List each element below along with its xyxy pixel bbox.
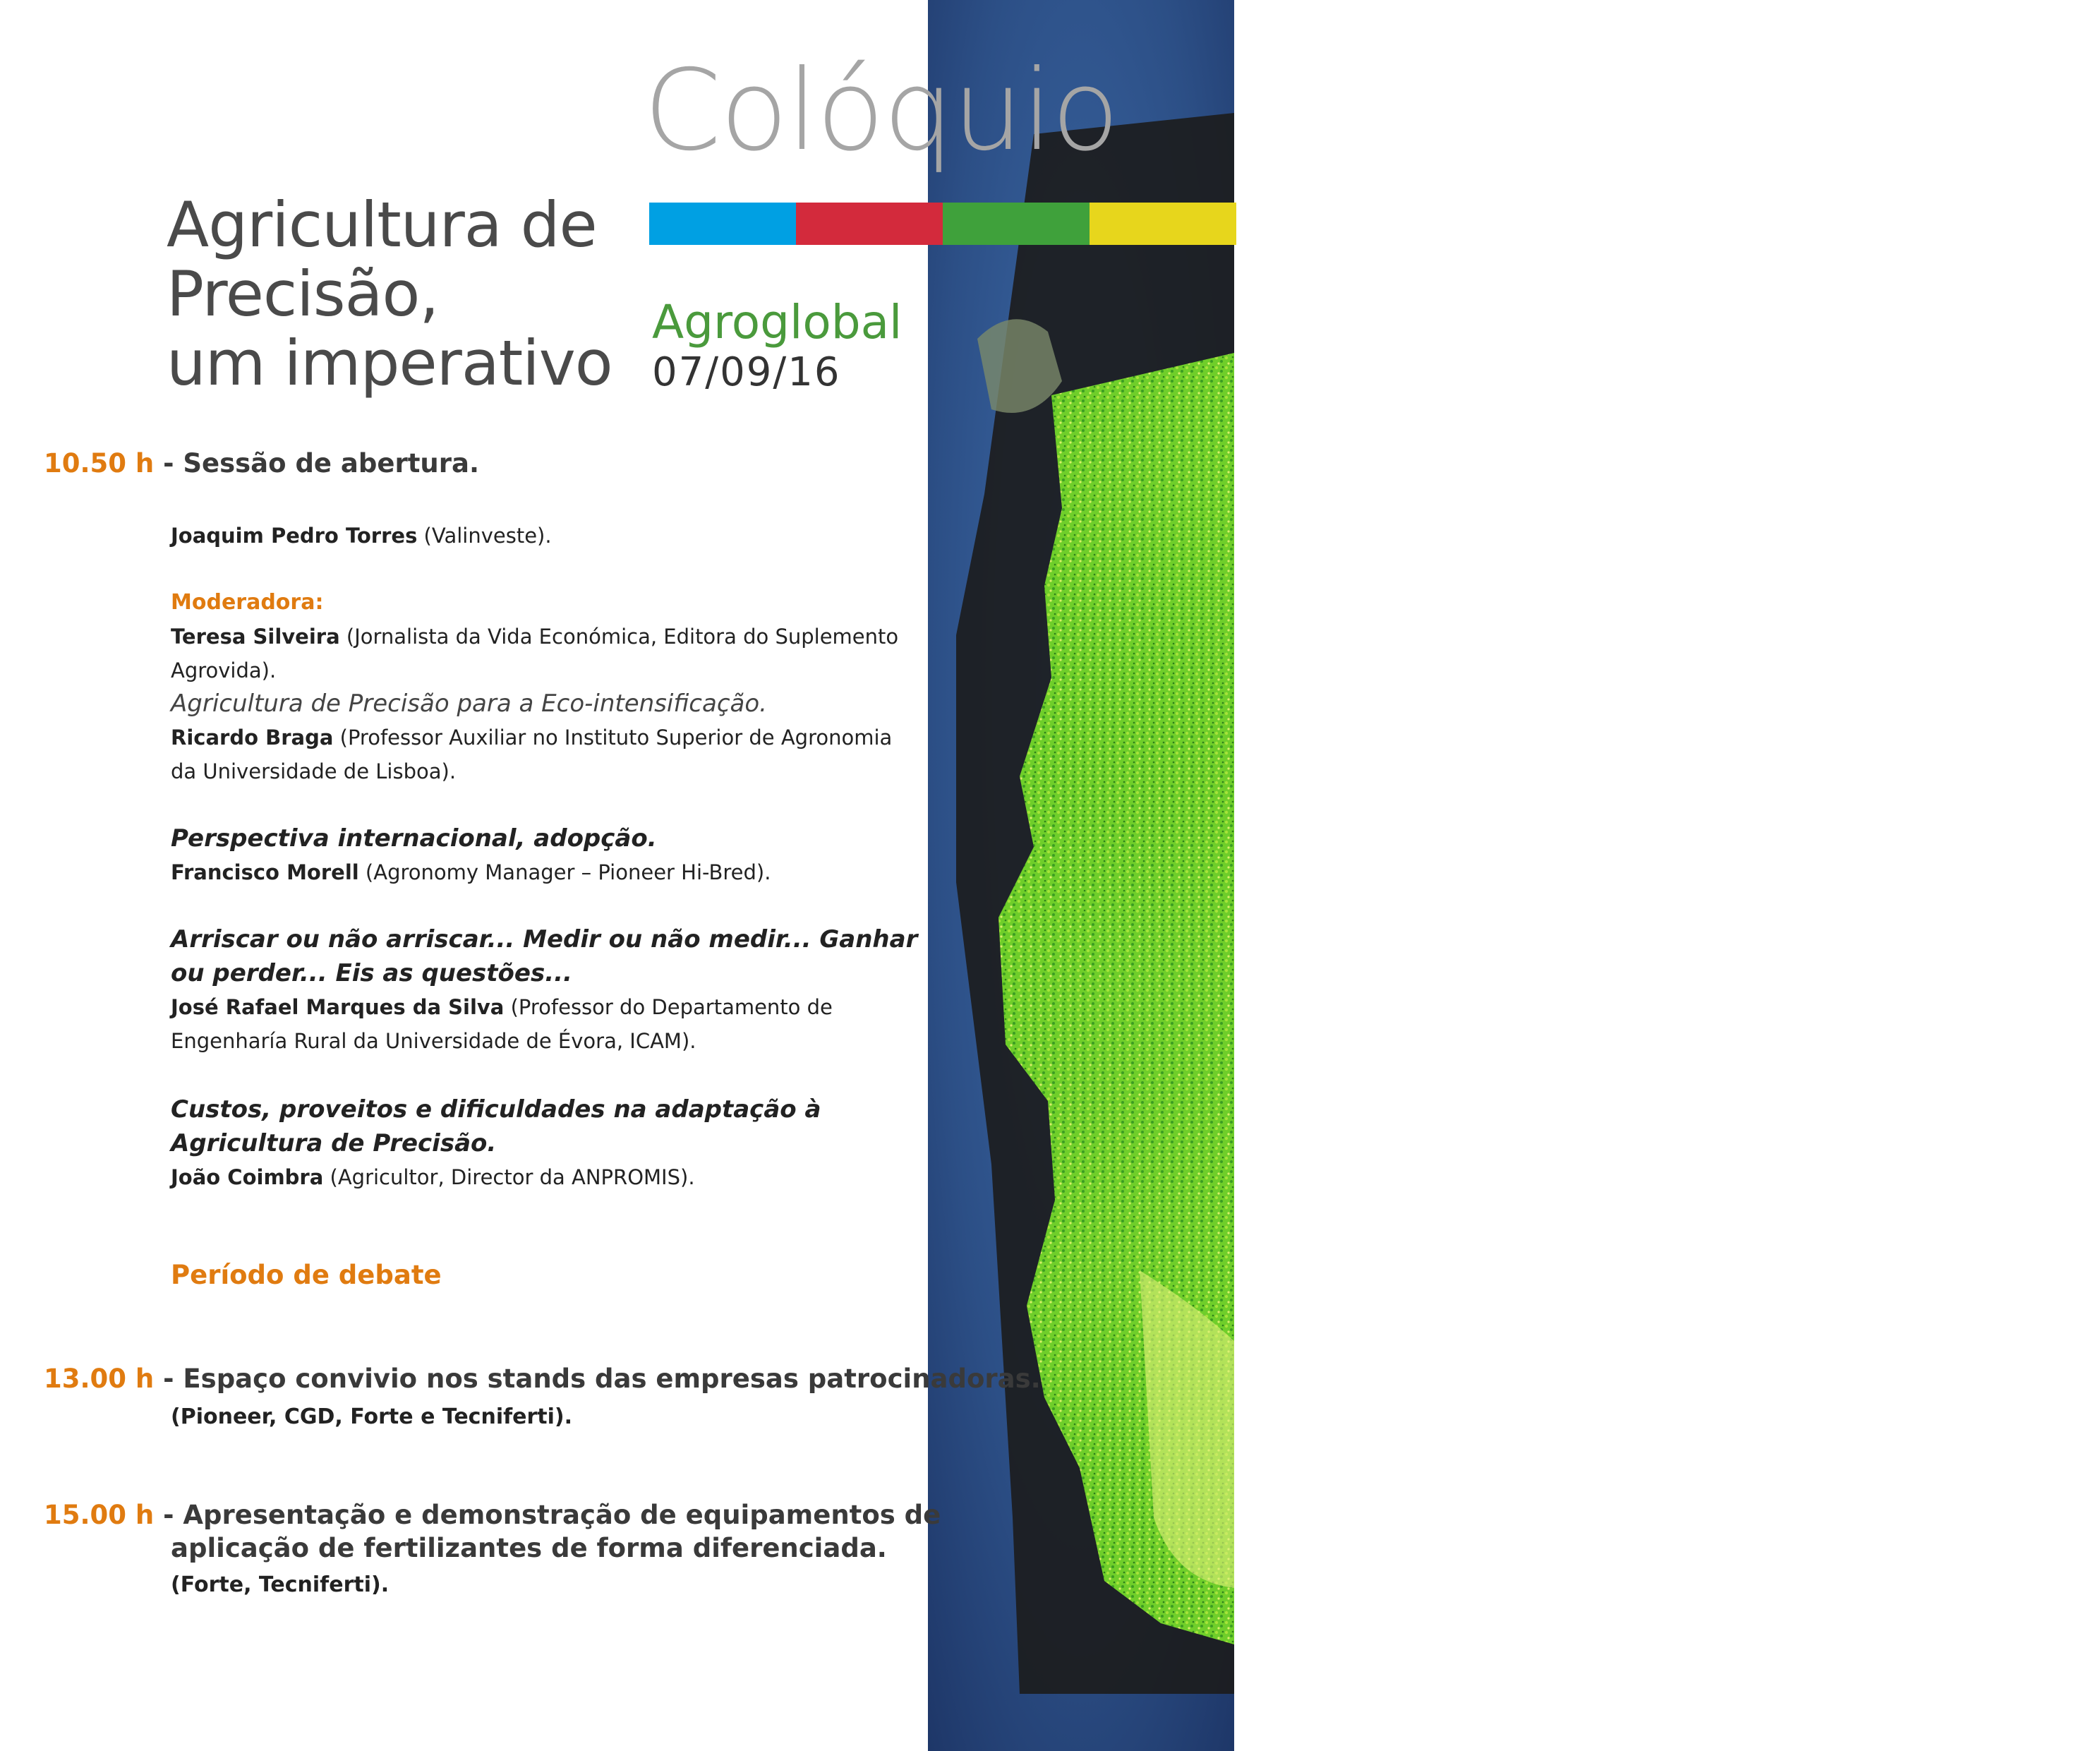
opening-session-row	[44, 448, 479, 479]
demo-row	[44, 1500, 941, 1530]
satellite-map-panel	[928, 0, 2100, 1751]
speaker-affiliation: (Professor Auxiliar no Instituto Superior de Agronomia da Universidade de Lisboa).	[171, 726, 893, 783]
speaker-name: Ricardo Braga	[171, 726, 334, 750]
title-line: Agricultura de	[167, 188, 597, 261]
demo-label-line2: aplicação de fertilizantes de forma diferenciada.	[171, 1533, 887, 1563]
debate-period-label: Período de debate	[171, 1260, 442, 1290]
program-vertical-word: programa	[1926, 510, 2100, 1240]
opening-speaker	[171, 519, 919, 553]
event-date: 07/09/16	[652, 349, 841, 395]
color-bar-yellow	[1090, 203, 1236, 245]
talk-title: Custos, proveitos e dificuldades na adaptação à Agricultura de Precisão.	[171, 1095, 821, 1157]
opening-label: - Sessão de abertura.	[163, 448, 480, 479]
moderator-block	[171, 586, 919, 687]
demo-label-line1: - Apresentação e demonstração de equipamentos de	[163, 1500, 941, 1530]
lunch-row	[44, 1364, 1041, 1394]
color-bar	[649, 203, 1236, 245]
color-bar-blue	[649, 203, 796, 245]
moderator-label: Moderadora:	[171, 590, 324, 615]
demo-note: (Forte, Tecniferti).	[171, 1572, 390, 1597]
title-line: um imperativo	[167, 327, 612, 399]
talk-item	[171, 922, 919, 1058]
speaker-affiliation: (Professor do Departamento de Engenharía Rural da Universidade de Évora, ICAM).	[171, 995, 833, 1053]
speaker-affiliation: (Agronomy Manager – Pioneer Hi-Bred).	[358, 860, 771, 884]
talk-item	[171, 822, 919, 889]
colloquium-heading: Colóquio	[644, 46, 1118, 176]
color-bar-green	[943, 203, 1090, 245]
opening-time: 10.50 h	[44, 448, 155, 479]
speaker-name: Joaquim Pedro Torres	[171, 524, 418, 548]
moderator-affiliation: (Jornalista da Vida Económica, Editora do Suplemento Agrovida).	[171, 625, 899, 682]
talk-title: Perspectiva internacional, adopção.	[171, 824, 657, 853]
speaker-name: Francisco Morell	[171, 860, 359, 884]
event-venue: Agroglobal	[652, 295, 903, 349]
talk-item	[171, 1093, 919, 1194]
speaker-affiliation: (Agricultor, Director da ANPROMIS).	[323, 1165, 695, 1189]
lunch-sponsors-note: (Pioneer, CGD, Forte e Tecniferti).	[171, 1404, 573, 1429]
lunch-time: 13.00 h	[44, 1364, 155, 1394]
main-title	[167, 188, 612, 399]
speaker-affiliation: (Valinveste).	[417, 524, 552, 548]
talk-title: Agricultura de Precisão para a Eco-intensificação.	[171, 690, 767, 718]
title-line: Precisão,	[167, 258, 439, 330]
speaker-name: João Coimbra	[171, 1165, 324, 1189]
lunch-label: - Espaço convivio nos stands das empresas patrocinadoras.	[163, 1364, 1041, 1394]
moderator-name: Teresa Silveira	[171, 625, 340, 649]
demo-time: 15.00 h	[44, 1500, 155, 1530]
color-bar-red	[796, 203, 943, 245]
talk-title: Arriscar ou não arriscar... Medir ou não medir... Ganhar ou perder... Eis as questões...	[171, 925, 918, 987]
talk-item	[171, 687, 919, 788]
speaker-name: José Rafael Marques da Silva	[171, 995, 505, 1019]
satellite-map-image	[928, 0, 1234, 1751]
